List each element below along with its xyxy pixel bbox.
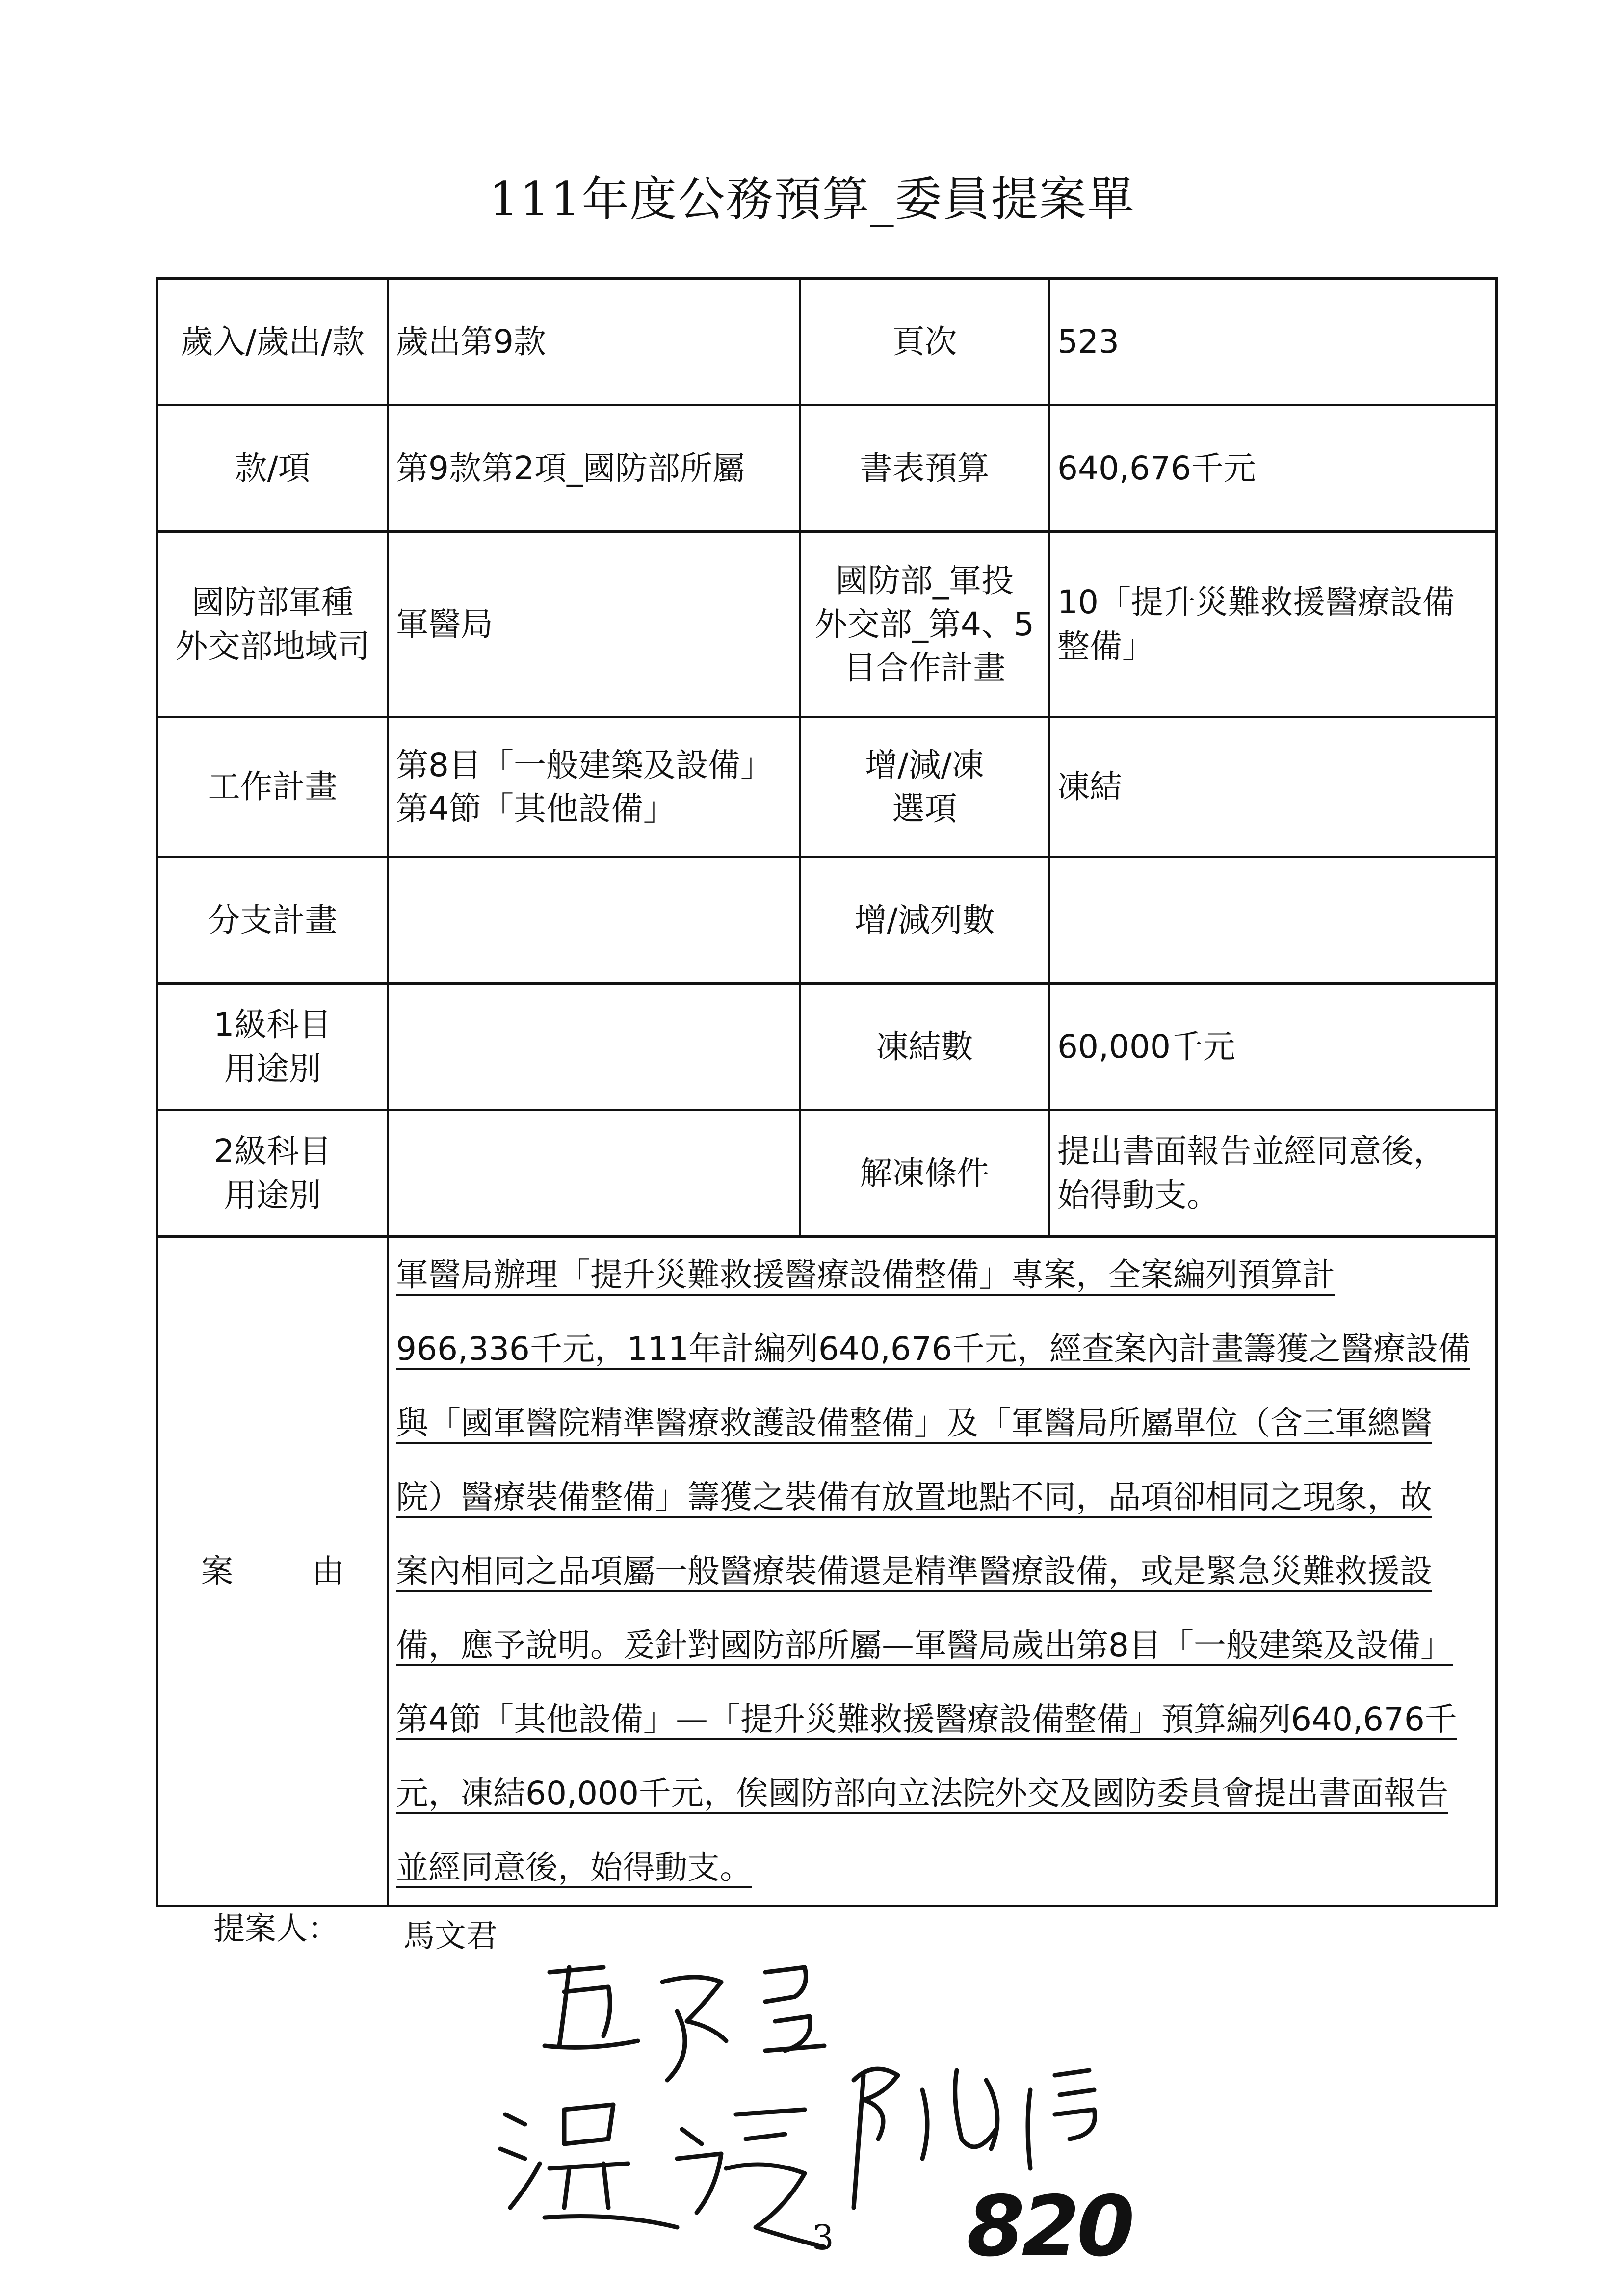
proposal-form-table bbox=[156, 277, 1498, 1907]
freeze-amount-value: 60,000千元 bbox=[1049, 984, 1497, 1110]
table-row bbox=[157, 405, 1497, 532]
statement-budget-value: 640,676千元 bbox=[1049, 405, 1497, 532]
work-plan-label: 工作計畫 bbox=[157, 717, 388, 857]
section-item-label: 款/項 bbox=[157, 405, 388, 532]
reason-line: 元，凍結60,000千元，俟國防部向立法院外交及國防委員會提出書面報告 bbox=[396, 1756, 1489, 1830]
freeze-amount-label: 凍結數 bbox=[800, 984, 1049, 1110]
branch-plan-label: 分支計畫 bbox=[157, 857, 388, 984]
handwritten-number: 820 bbox=[967, 2178, 1132, 2275]
reason-line: 備，應予說明。爰針對國防部所屬—軍醫局歲出第8目「一般建築及設備」 bbox=[396, 1608, 1489, 1682]
value-line: 10「提升災難救援醫療設備 bbox=[1057, 583, 1455, 622]
proposer-name: 馬文君 bbox=[403, 1918, 498, 1955]
section-item-value: 第9款第2項_國防部所屬 bbox=[388, 405, 800, 532]
label-line: 選項 bbox=[892, 790, 957, 828]
reason-label-left: 案 bbox=[201, 1552, 234, 1590]
work-plan-value bbox=[388, 717, 800, 857]
reason-line: 第4節「其他設備」—「提升災難救援醫療設備整備」預算編列640,676千 bbox=[396, 1682, 1489, 1756]
reason-text bbox=[388, 1237, 1497, 1906]
signature-2 bbox=[500, 2105, 824, 2247]
reason-line: 案內相同之品項屬一般醫療裝備還是精準醫療設備，或是緊急災難救援設 bbox=[396, 1534, 1489, 1608]
reason-line: 軍醫局辦理「提升災難救援醫療設備整備」專案，全案編列預算計 bbox=[396, 1238, 1489, 1312]
value-line: 第4節「其他設備」 bbox=[396, 790, 676, 828]
page-title: 111年度公務預算_委員提案單 bbox=[489, 172, 1135, 227]
value-line: 整備」 bbox=[1057, 627, 1154, 665]
table-row bbox=[157, 1110, 1497, 1237]
label-line: 增/減/凍 bbox=[865, 746, 984, 784]
table-row bbox=[157, 857, 1497, 984]
label-line: 目合作計畫 bbox=[843, 649, 1006, 687]
reason-line: 並經同意後，始得動支。 bbox=[396, 1830, 1489, 1905]
value-line: 提出書面報告並經同意後， bbox=[1057, 1132, 1446, 1171]
cooperation-plan-label bbox=[800, 532, 1049, 717]
table-row bbox=[157, 717, 1497, 857]
label-line: 國防部_軍投 bbox=[836, 561, 1014, 600]
reason-line: 與「國軍醫院精準醫療救護設備整備」及「軍醫局所屬單位（含三軍總醫 bbox=[396, 1386, 1489, 1460]
table-row bbox=[157, 279, 1497, 405]
page-ref-label: 頁次 bbox=[800, 279, 1049, 405]
military-branch-label bbox=[157, 532, 388, 717]
adjust-amount-value bbox=[1049, 857, 1497, 984]
page-ref-value: 523 bbox=[1049, 279, 1497, 405]
table-row bbox=[157, 1237, 1497, 1906]
signature-1 bbox=[545, 1967, 824, 2080]
level1-subject-value bbox=[388, 984, 800, 1110]
statement-budget-label: 書表預算 bbox=[800, 405, 1049, 532]
value-line: 始得動支。 bbox=[1057, 1176, 1219, 1214]
table-row bbox=[157, 532, 1497, 717]
military-branch-value: 軍醫局 bbox=[388, 532, 800, 717]
proposer-label: 提案人： bbox=[213, 1911, 339, 1947]
reason-label bbox=[157, 1237, 388, 1906]
adjust-option-value: 凍結 bbox=[1049, 717, 1497, 857]
label-line: 外交部地域司 bbox=[175, 627, 370, 665]
value-line: 第8目「一般建築及設備」 bbox=[396, 746, 773, 784]
budget-type-value: 歲出第9款 bbox=[388, 279, 800, 405]
branch-plan-value bbox=[388, 857, 800, 984]
unfreeze-condition-label: 解凍條件 bbox=[800, 1110, 1049, 1237]
label-line: 用途別 bbox=[224, 1049, 321, 1088]
label-line: 1級科目 bbox=[213, 1006, 332, 1044]
page-number: 3 bbox=[812, 2218, 834, 2258]
cooperation-plan-value bbox=[1049, 532, 1497, 717]
table-row bbox=[157, 984, 1497, 1110]
level2-subject-label bbox=[157, 1110, 388, 1237]
label-line: 2級科目 bbox=[213, 1132, 332, 1171]
level1-subject-label bbox=[157, 984, 388, 1110]
handwritten-signatures bbox=[491, 1953, 1276, 2296]
label-line: 用途別 bbox=[224, 1176, 321, 1214]
budget-type-label: 歲入/歲出/款 bbox=[157, 279, 388, 405]
adjust-option-label bbox=[800, 717, 1049, 857]
reason-label-right: 由 bbox=[312, 1552, 344, 1590]
adjust-amount-label: 增/減列數 bbox=[800, 857, 1049, 984]
unfreeze-condition-value bbox=[1049, 1110, 1497, 1237]
level2-subject-value bbox=[388, 1110, 800, 1237]
label-line: 國防部軍種 bbox=[191, 583, 354, 622]
label-line: 外交部_第4、5 bbox=[815, 605, 1034, 643]
reason-line: 院）醫療裝備整備」籌獲之裝備有放置地點不同，品項卻相同之現象，故 bbox=[396, 1460, 1489, 1534]
reason-line: 966,336千元，111年計編列640,676千元，經查案內計畫籌獲之醫療設備 bbox=[396, 1312, 1489, 1386]
